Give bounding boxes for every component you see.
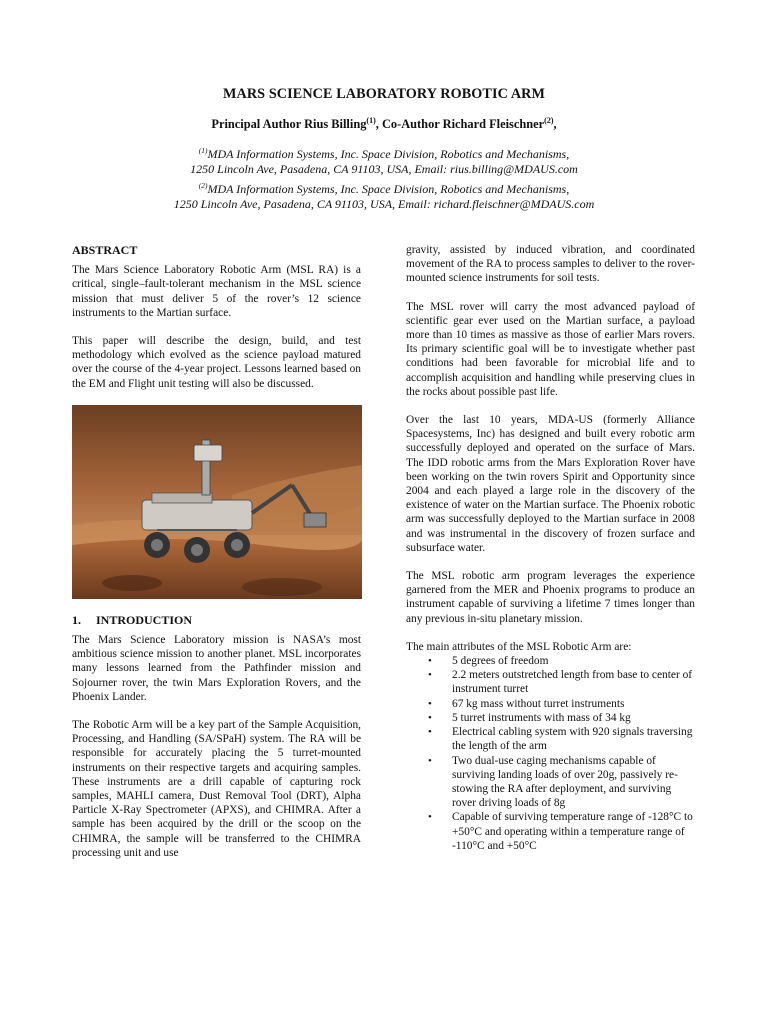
affiliation-1-line1: [0, 143, 768, 162]
affiliation-2-sup: (2): [198, 180, 208, 190]
introduction-heading: [72, 613, 361, 627]
section-title: INTRODUCTION: [96, 612, 193, 627]
bullet-icon: •: [428, 754, 432, 767]
attribute-text: 67 kg mass without turret instruments: [452, 697, 625, 710]
intro-paragraph-2: The Robotic Arm will be a key part of the Sample Acquisition, Processing, and Handling (SA/SPaH) system. The RA will be responsible for accurately placing the 5 turret-mounted instruments on their respective targets and acquiring samples. These instruments are a drill capable of capturing rock samples, MAHLI camera, Dust Removal Tool (DRT), Alpha Particle X-Ray Spectrometer (APXS), and CHIMRA. After a sample has been acquired by the drill or the scoop on the CHIMRA, the sample will be transferred to the CHIMRA processing unit and use: [72, 719, 361, 859]
attribute-text: Electrical cabling system with 920 signals traversing the length of the arm: [452, 726, 693, 753]
attribute-item: [406, 697, 695, 711]
bullet-icon: •: [428, 655, 432, 668]
attribute-text: 5 degrees of freedom: [452, 655, 549, 668]
affiliation-2-org: MDA Information Systems, Inc. Space Division, Robotics and Mechanisms,: [207, 181, 570, 196]
affiliation-1-sup: (1): [198, 146, 208, 155]
affiliation-2-line1: [0, 178, 768, 197]
paper-title: MARS SCIENCE LABORATORY ROBOTIC ARM: [223, 86, 545, 102]
co-author: , Co-Author Richard Fleischner: [375, 117, 545, 132]
author-sup-1: (1): [366, 116, 376, 125]
affiliations: [0, 143, 768, 213]
attribute-item: [406, 711, 695, 725]
right-paragraph-2: The MSL rover will carry the most advanced payload of scientific gear ever used on the Martian surface, a payload more than 10 times as massive as those of earlier Mars rovers. Its primary scientific goal will be to investigate whether past conditions had been favorable for microbial life and to accomplish acquisition and handling while preserving clues in the rocks about possible past life.: [406, 300, 695, 398]
abstract-heading: ABSTRACT: [72, 243, 138, 257]
bullet-icon: •: [428, 711, 432, 724]
principal-author: Principal Author Rius Billing: [211, 117, 367, 132]
attribute-item: [406, 654, 695, 668]
attribute-text: Two dual-use caging mechanisms capable of surviving landing loads of over 20g, passively re-stowing the RA after deployment, and surviving rover driving loads of 8g: [452, 754, 678, 810]
right-paragraph-3: Over the last 10 years, MDA-US (formerly Alliance Spacesystems, Inc) has designed and built every robotic arm successfully deployed and operated on the surface of Mars. The IDD robotic arms from the Mars Exploration Rover have been working on the twin rovers Spirit and Opportunity since 2004 and each played a large role in the discovery of the existence of water on the Martian surface. The Phoenix robotic arm was successfully deployed to the Martian surface in 2008 and was instrumental in the discovery of frozen surface and subsurface water.: [406, 414, 695, 554]
right-paragraph-4: The MSL robotic arm program leverages the experience garnered from the MER and Phoenix programs to produce an instrument capable of surviving a lifetime 7 times longer than any previous in-situ planetary mission.: [406, 570, 695, 625]
attributes-intro: The main attributes of the MSL Robotic Arm are:: [406, 640, 632, 653]
bullet-icon: •: [428, 697, 432, 710]
bullet-icon: •: [428, 811, 432, 824]
section-number: 1.: [72, 612, 81, 627]
attribute-item: [406, 668, 695, 696]
bullet-icon: •: [428, 726, 432, 739]
attribute-text: 2.2 meters outstretched length from base to center of instrument turret: [452, 669, 693, 696]
attribute-text: Capable of surviving temperature range of -128°C to +50°C and operating within a temperature range of -110°C and +50°C: [452, 811, 693, 852]
intro-paragraph-1: The Mars Science Laboratory mission is NASA’s most ambitious science mission to another planet. MSL incorporates many lessons learned from the Pathfinder mission and Sojourner rover, the twin Mars Exploration Rovers, and the Phoenix Lander.: [72, 634, 361, 703]
abstract-paragraph-1: The Mars Science Laboratory Robotic Arm (MSL RA) is a critical, single–fault-tolerant mechanism in the MSL science mission that must deliver 5 of the rover’s 12 science instruments to the Martian surface.: [72, 264, 361, 319]
attributes-list: [406, 654, 695, 853]
attribute-item: [406, 754, 695, 811]
mars-rover-illustration: [72, 405, 362, 599]
author-line: [0, 116, 768, 132]
right-column: [406, 243, 695, 853]
author-suffix: ,: [553, 117, 557, 132]
affiliation-2-line2: 1250 Lincoln Ave, Pasadena, CA 91103, USA, Email: richard.fleischner@MDAUS.com: [173, 197, 595, 212]
attribute-item: [406, 810, 695, 853]
author-sup-2: (2): [544, 116, 554, 125]
right-paragraph-1: gravity, assisted by induced vibration, and coordinated movement of the RA to process samples to deliver to the rover-mounted science instruments for soil tests.: [406, 244, 695, 285]
attribute-text: 5 turret instruments with mass of 34 kg: [452, 711, 631, 724]
rover-figure: [72, 405, 362, 599]
bullet-icon: •: [428, 669, 432, 682]
left-column: [72, 243, 361, 860]
attribute-item: [406, 725, 695, 753]
affiliation-1-org: MDA Information Systems, Inc. Space Division, Robotics and Mechanisms,: [207, 147, 570, 161]
affiliation-1-line2: 1250 Lincoln Ave, Pasadena, CA 91103, USA, Email: rius.billing@MDAUS.com: [190, 162, 578, 177]
abstract-paragraph-2: This paper will describe the design, build, and test methodology which evolved as the science payload matured over the course of the 4-year project. Lessons learned based on the EM and Flight unit testing will also be discussed.: [72, 335, 361, 390]
